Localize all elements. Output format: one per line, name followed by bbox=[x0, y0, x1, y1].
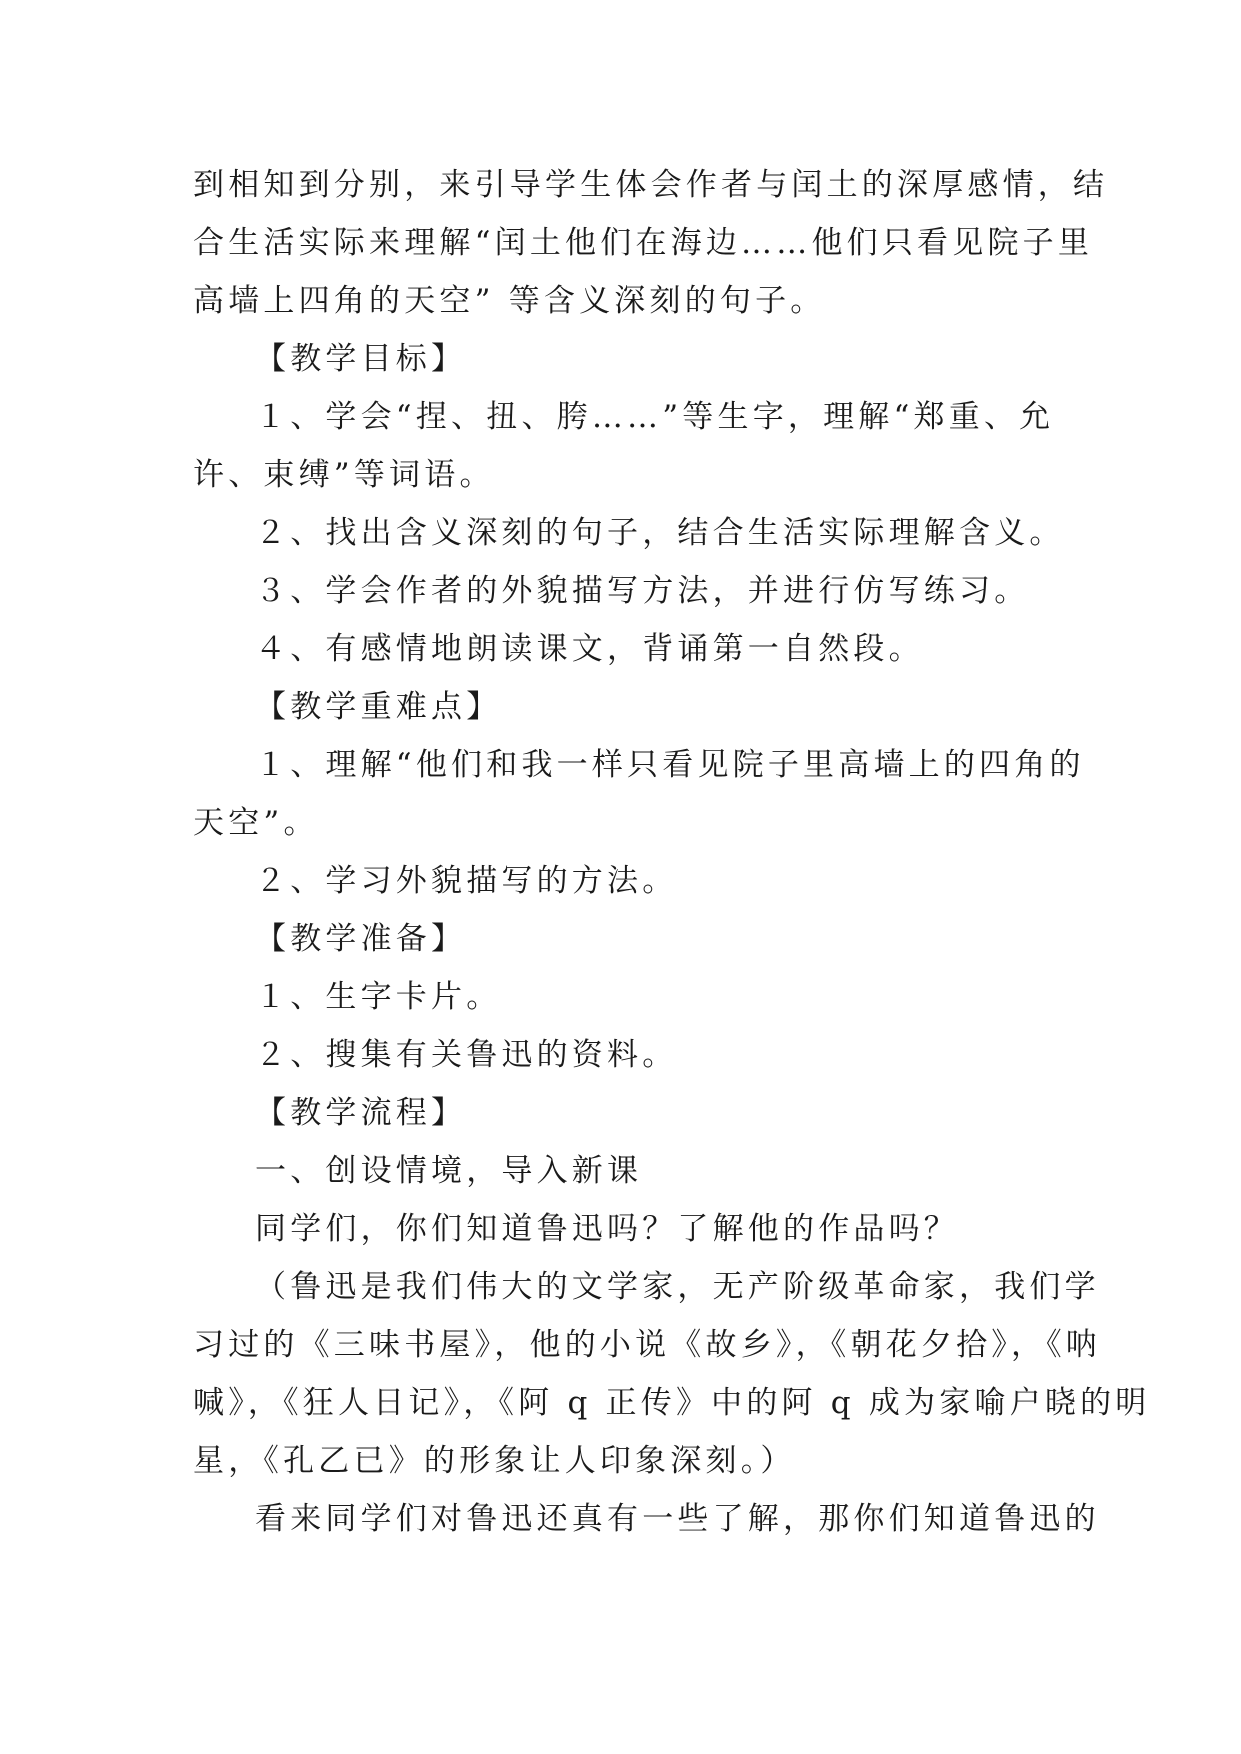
process-answer-paragraph bbox=[193, 1258, 1151, 1490]
text-line: 喊》，《狂人日记》，《阿 q 正传》中的阿 q 成为家喻户晓的明 bbox=[193, 1385, 1151, 1421]
text-line: 到相知到分别，来引导学生体会作者与闰土的深厚感情，结 bbox=[193, 167, 1109, 203]
text-line: 许、束缚”等词语。 bbox=[193, 457, 495, 493]
objective-item-4: ４、有感情地朗读课文，背诵第一自然段。 bbox=[255, 631, 924, 667]
intro-paragraph bbox=[193, 156, 1109, 330]
preparation-item-1: １、生字卡片。 bbox=[255, 979, 502, 1015]
text-line: 高墙上四角的天空” 等含义深刻的句子。 bbox=[193, 283, 826, 319]
text-line: １、理解“他们和我一样只看见院子里高墙上的四角的 bbox=[255, 747, 1085, 783]
text-line: 合生活实际来理解“闰土他们在海边……他们只看见院子里 bbox=[193, 225, 1094, 261]
text-line: １、学会“捏、扭、胯……”等生字，理解“郑重、允 bbox=[255, 399, 1055, 435]
process-question: 同学们，你们知道鲁迅吗？了解他的作品吗？ bbox=[255, 1211, 959, 1247]
section-heading-key-points: 【教学重难点】 bbox=[255, 689, 502, 725]
section-heading-preparation: 【教学准备】 bbox=[255, 921, 467, 957]
key-point-item-2: ２、学习外貌描写的方法。 bbox=[255, 863, 678, 899]
text-line: （鲁迅是我们伟大的文学家，无产阶级革命家，我们学 bbox=[255, 1269, 1100, 1305]
objective-item-1 bbox=[193, 388, 1053, 504]
preparation-item-2: ２、搜集有关鲁迅的资料。 bbox=[255, 1037, 678, 1073]
section-heading-process: 【教学流程】 bbox=[255, 1095, 467, 1131]
text-line: 习过的《三味书屋》，他的小说《故乡》，《朝花夕拾》，《呐 bbox=[193, 1327, 1102, 1363]
text-line: 天空”。 bbox=[193, 805, 319, 841]
key-point-item-1 bbox=[193, 736, 1085, 852]
section-heading-objectives: 【教学目标】 bbox=[255, 341, 467, 377]
text-line: 星，《孔乙已》的形象让人印象深刻。） bbox=[193, 1443, 796, 1479]
objective-item-3: ３、学会作者的外貌描写方法，并进行仿写练习。 bbox=[255, 573, 1030, 609]
document-page bbox=[193, 156, 1151, 1548]
process-followup: 看来同学们对鲁迅还真有一些了解，那你们知道鲁迅的 bbox=[255, 1501, 1100, 1537]
objective-item-2: ２、找出含义深刻的句子，结合生活实际理解含义。 bbox=[255, 515, 1065, 551]
process-step-1-title: 一、创设情境，导入新课 bbox=[255, 1153, 643, 1189]
